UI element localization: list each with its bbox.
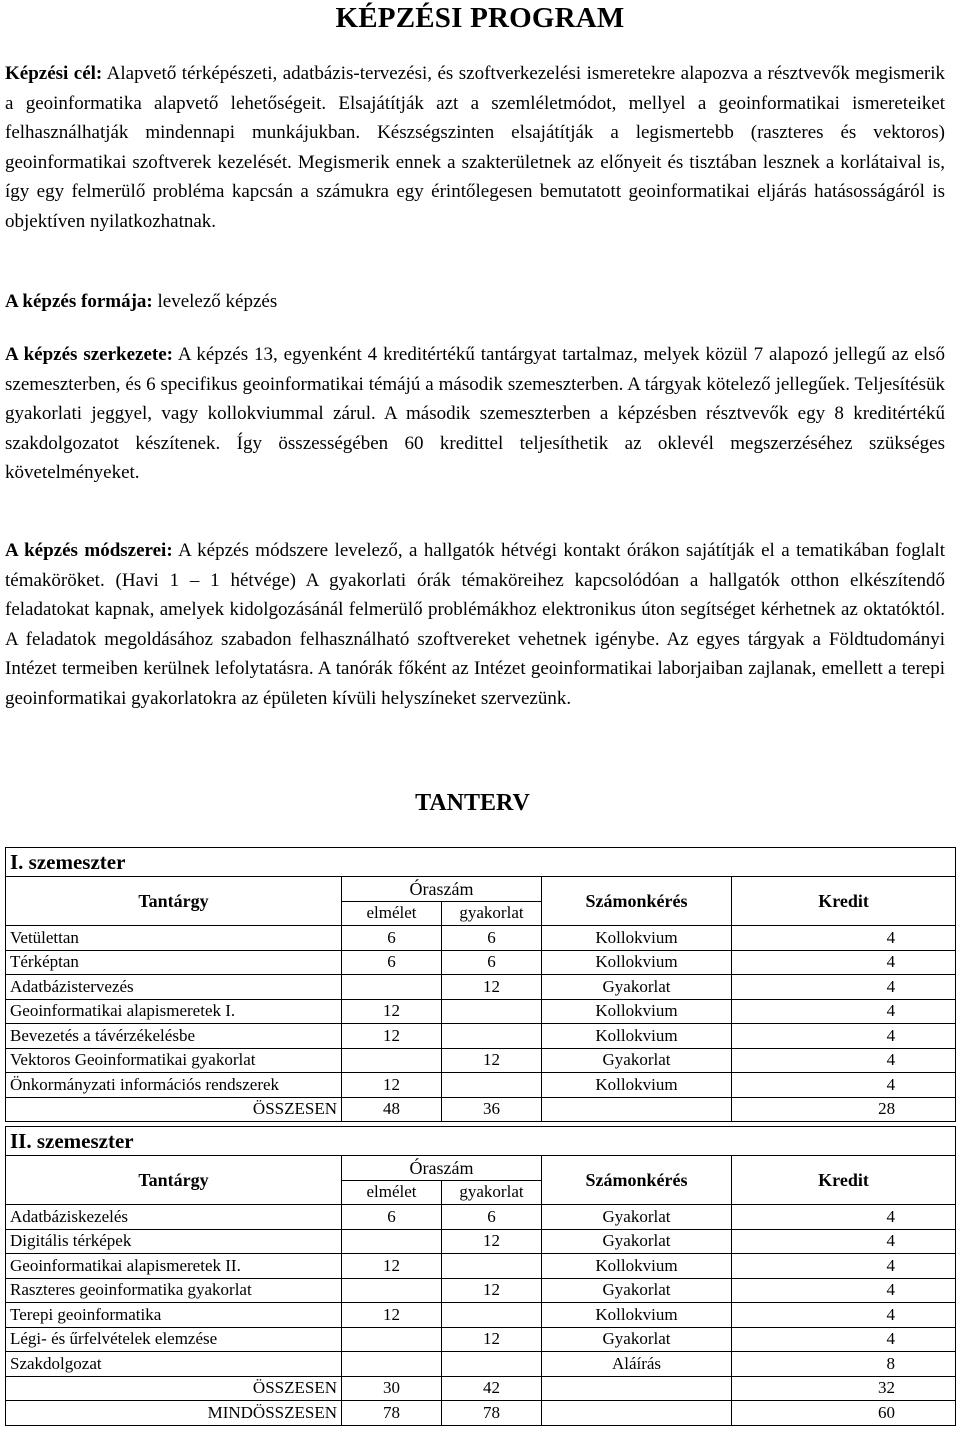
structure-label: A képzés szerkezete: xyxy=(5,344,173,365)
semester1-total-exam xyxy=(542,1097,732,1122)
course-credit: 4 xyxy=(732,1327,956,1352)
semester2-total-practice: 42 xyxy=(442,1376,542,1401)
course-subject: Bevezetés a távérzékelésbe xyxy=(6,1024,342,1049)
table-row xyxy=(6,1229,956,1254)
header-subject: Tantárgy xyxy=(6,877,342,926)
course-theory-hours: 6 xyxy=(342,1205,442,1230)
course-credit: 4 xyxy=(732,1024,956,1049)
course-subject: Digitális térképek xyxy=(6,1229,342,1254)
course-subject: Vetülettan xyxy=(6,926,342,951)
course-exam-type: Kollokvium xyxy=(542,1254,732,1279)
course-practice-hours: 12 xyxy=(442,1048,542,1073)
course-credit: 4 xyxy=(732,1254,956,1279)
semester2-rows xyxy=(6,1205,956,1377)
course-credit: 4 xyxy=(732,1073,956,1098)
form-label: A képzés formája: xyxy=(5,291,153,312)
form-paragraph xyxy=(5,287,945,317)
header-practice: gyakorlat xyxy=(442,901,542,926)
course-exam-type: Kollokvium xyxy=(542,926,732,951)
grand-total-practice: 78 xyxy=(442,1401,542,1426)
course-theory-hours xyxy=(342,1327,442,1352)
course-subject: Légi- és űrfelvételek elemzése xyxy=(6,1327,342,1352)
course-credit: 4 xyxy=(732,1229,956,1254)
course-practice-hours xyxy=(442,999,542,1024)
form-text: levelező képzés xyxy=(152,291,278,312)
semester2-total-exam xyxy=(542,1376,732,1401)
semester1-title: I. szemeszter xyxy=(6,848,956,877)
semester2-title: II. szemeszter xyxy=(6,1127,956,1156)
course-theory-hours: 12 xyxy=(342,1024,442,1049)
course-practice-hours xyxy=(442,1024,542,1049)
course-exam-type: Kollokvium xyxy=(542,950,732,975)
course-exam-type: Gyakorlat xyxy=(542,975,732,1000)
course-subject: Adatbázistervezés xyxy=(6,975,342,1000)
semester2-table xyxy=(5,1126,956,1426)
course-credit: 8 xyxy=(732,1352,956,1377)
course-exam-type: Kollokvium xyxy=(542,999,732,1024)
table-row xyxy=(6,1254,956,1279)
semester1-total-practice: 36 xyxy=(442,1097,542,1122)
course-subject: Raszteres geoinformatika gyakorlat xyxy=(6,1278,342,1303)
course-practice-hours xyxy=(442,1254,542,1279)
course-credit: 4 xyxy=(732,999,956,1024)
header-subject-2: Tantárgy xyxy=(6,1156,342,1205)
table-row xyxy=(6,1205,956,1230)
course-exam-type: Kollokvium xyxy=(542,1024,732,1049)
course-practice-hours: 12 xyxy=(442,1278,542,1303)
course-credit: 4 xyxy=(732,1278,956,1303)
course-exam-type: Gyakorlat xyxy=(542,1048,732,1073)
course-theory-hours: 12 xyxy=(342,1073,442,1098)
course-exam-type: Gyakorlat xyxy=(542,1327,732,1352)
grand-total-label: MINDÖSSZESEN xyxy=(6,1401,342,1426)
semester1-table xyxy=(5,847,956,1122)
course-practice-hours: 6 xyxy=(442,950,542,975)
methods-paragraph xyxy=(5,536,945,713)
table-row xyxy=(6,1327,956,1352)
course-credit: 4 xyxy=(732,950,956,975)
course-theory-hours: 12 xyxy=(342,999,442,1024)
course-exam-type: Gyakorlat xyxy=(542,1278,732,1303)
course-practice-hours: 6 xyxy=(442,1205,542,1230)
course-subject: Terepi geoinformatika xyxy=(6,1303,342,1328)
course-exam-type: Gyakorlat xyxy=(542,1229,732,1254)
course-theory-hours: 6 xyxy=(342,926,442,951)
course-theory-hours xyxy=(342,1048,442,1073)
semester1-rows xyxy=(6,926,956,1098)
goal-text: Alapvető térképészeti, adatbázis-tervezési, és szoftverkezelési ismeretekre alapozva a résztvevők megismerik a geoinformatika alapvető lehetőségeit. Elsajátítják azt a szemléletmódot, mellyel a geoinformatikai ismereteiket felhasználhatják mindennapi munkájukban. Készségszinten elsajátítják a legismertebb (raszteres és vektoros) geoinformatikai szoftverek kezelését. Megismerik ennek a szakterületnek az előnyeit és tisztában lesznek a korlátaival is, így egy felmerülő probléma kapcsán a számukra egy érintőlegesen bemutatott geoinformatikai eljárás hatásosságáról is objektíven nyilatkozhatnak. xyxy=(5,63,945,232)
course-credit: 4 xyxy=(732,1048,956,1073)
table-row xyxy=(6,1303,956,1328)
curriculum-title: TANTERV xyxy=(415,790,530,816)
header-hours-2: Óraszám xyxy=(342,1156,542,1181)
table-row xyxy=(6,1352,956,1377)
course-theory-hours xyxy=(342,1352,442,1377)
course-practice-hours: 6 xyxy=(442,926,542,951)
table-row xyxy=(6,975,956,1000)
course-theory-hours: 12 xyxy=(342,1254,442,1279)
header-credit: Kredit xyxy=(732,877,956,926)
table-row xyxy=(6,926,956,951)
course-theory-hours: 12 xyxy=(342,1303,442,1328)
course-subject: Adatbáziskezelés xyxy=(6,1205,342,1230)
goal-paragraph xyxy=(5,59,945,236)
grand-total-theory: 78 xyxy=(342,1401,442,1426)
course-subject: Önkormányzati információs rendszerek xyxy=(6,1073,342,1098)
structure-paragraph xyxy=(5,340,945,488)
methods-label: A képzés módszerei: xyxy=(5,540,173,561)
course-exam-type: Kollokvium xyxy=(542,1303,732,1328)
course-theory-hours xyxy=(342,1229,442,1254)
grand-total-exam xyxy=(542,1401,732,1426)
course-credit: 4 xyxy=(732,926,956,951)
table-row xyxy=(6,1073,956,1098)
semester2-total-label: ÖSSZESEN xyxy=(6,1376,342,1401)
grand-total-credit: 60 xyxy=(732,1401,956,1426)
structure-text: A képzés 13, egyenként 4 kreditértékű tantárgyat tartalmaz, melyek közül 7 alapozó jellegű az első szemeszterben, és 6 specifikus geoinformatikai témájú a második szemeszterben. A tárgyak kötelező jellegűek. Teljesítésük gyakorlati jeggyel, vagy kollokviummal zárul. A második szemeszterben a képzésben résztvevők egy 8 kreditértékű szakdolgozatot készítenek. Így összességében 60 kredittel teljesíthetik az oklevél megszerzéséhez szükséges követelményeket. xyxy=(5,344,945,483)
course-theory-hours xyxy=(342,975,442,1000)
semester2-total-credit: 32 xyxy=(732,1376,956,1401)
course-practice-hours xyxy=(442,1073,542,1098)
header-exam-2: Számonkérés xyxy=(542,1156,732,1205)
course-credit: 4 xyxy=(732,1303,956,1328)
course-subject: Geoinformatikai alapismeretek II. xyxy=(6,1254,342,1279)
course-theory-hours xyxy=(342,1278,442,1303)
course-practice-hours: 12 xyxy=(442,1327,542,1352)
table-row xyxy=(6,1278,956,1303)
table-row xyxy=(6,1024,956,1049)
course-subject: Térképtan xyxy=(6,950,342,975)
course-credit: 4 xyxy=(732,1205,956,1230)
course-exam-type: Aláírás xyxy=(542,1352,732,1377)
table-row xyxy=(6,999,956,1024)
methods-text: A képzés módszere levelező, a hallgatók hétvégi kontakt órákon sajátítják el a tematikában foglalt témaköröket. (Havi 1 – 1 hétvége) A gyakorlati órák témaköreihez kapcsolódóan a hallgatók otthon elkészítendő feladatokat kapnak, amelyek kidolgozásánál felmerülő problémákhoz elektronikus úton segítséget kérhetnek az oktatóktól. A feladatok megoldásához szabadon felhasználható szoftvereket vehetnek igénybe. Az egyes tárgyak a Földtudományi Intézet termeiben kerülnek lefolytatásra. A tanórák főként az Intézet geoinformatikai laborjaiban zajlanak, emellett a terepi geoinformatikai gyakorlatokra az épületen kívüli helyszíneket szervezünk. xyxy=(5,540,945,709)
semester1-total-credit: 28 xyxy=(732,1097,956,1122)
course-practice-hours xyxy=(442,1303,542,1328)
course-theory-hours: 6 xyxy=(342,950,442,975)
course-exam-type: Gyakorlat xyxy=(542,1205,732,1230)
semester2-total-theory: 30 xyxy=(342,1376,442,1401)
page-title: KÉPZÉSI PROGRAM xyxy=(335,2,625,34)
course-practice-hours xyxy=(442,1352,542,1377)
table-row xyxy=(6,950,956,975)
header-hours: Óraszám xyxy=(342,877,542,902)
semester1-total-label: ÖSSZESEN xyxy=(6,1097,342,1122)
header-theory-2: elmélet xyxy=(342,1180,442,1205)
course-practice-hours: 12 xyxy=(442,1229,542,1254)
semester1-total-theory: 48 xyxy=(342,1097,442,1122)
table-row xyxy=(6,1048,956,1073)
header-credit-2: Kredit xyxy=(732,1156,956,1205)
course-subject: Geoinformatikai alapismeretek I. xyxy=(6,999,342,1024)
course-subject: Vektoros Geoinformatikai gyakorlat xyxy=(6,1048,342,1073)
header-practice-2: gyakorlat xyxy=(442,1180,542,1205)
header-theory: elmélet xyxy=(342,901,442,926)
header-exam: Számonkérés xyxy=(542,877,732,926)
course-subject: Szakdolgozat xyxy=(6,1352,342,1377)
course-practice-hours: 12 xyxy=(442,975,542,1000)
goal-label: Képzési cél: xyxy=(5,63,103,84)
course-credit: 4 xyxy=(732,975,956,1000)
course-exam-type: Kollokvium xyxy=(542,1073,732,1098)
